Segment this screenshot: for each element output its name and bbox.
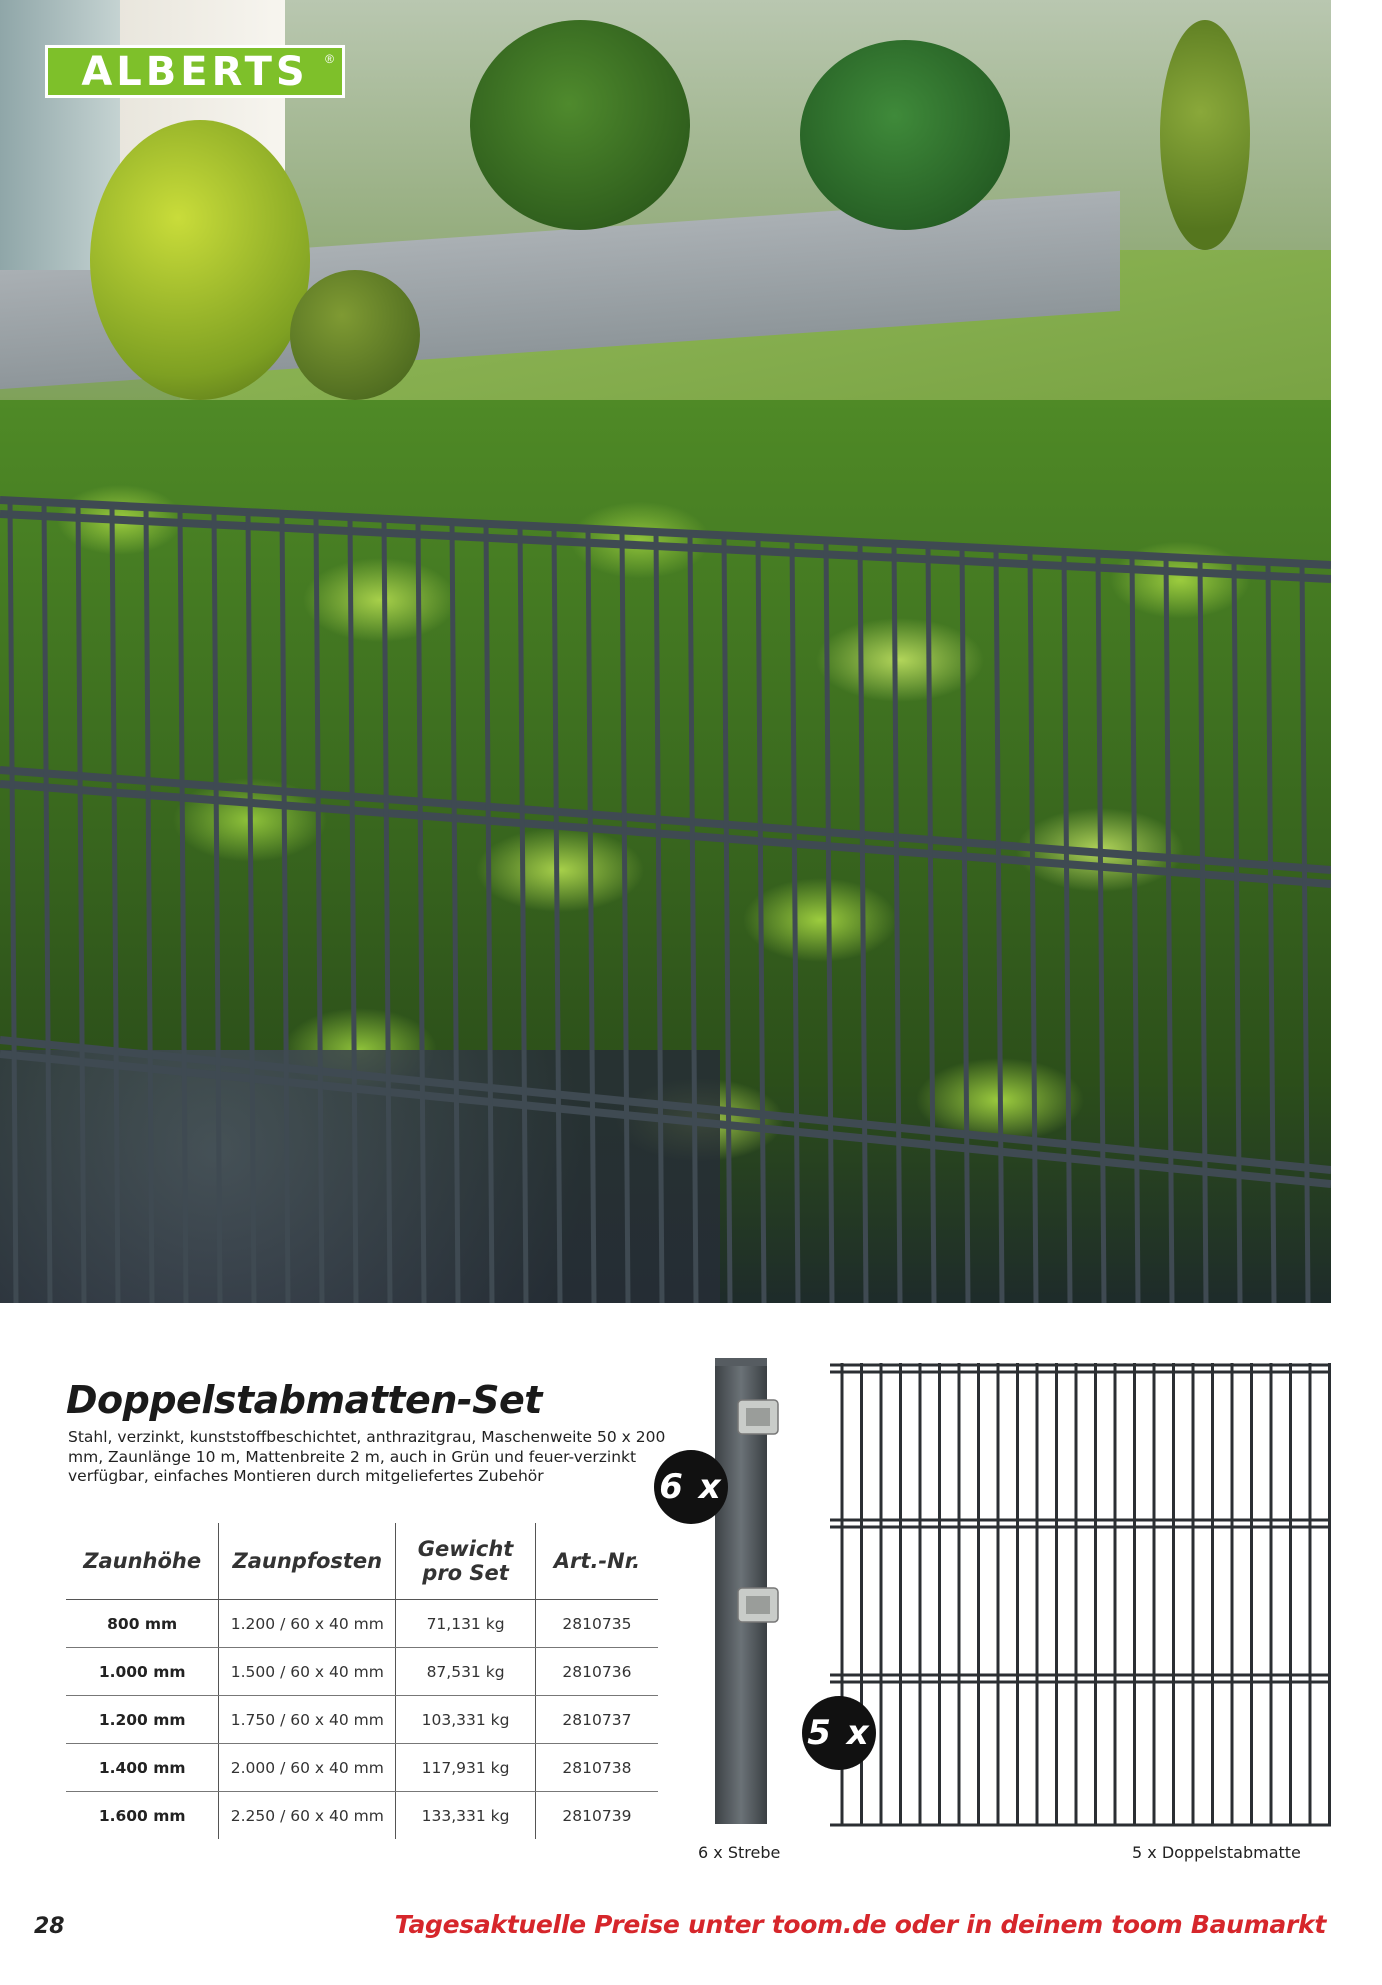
product-title: Doppelstabmatten-Set: [66, 1378, 542, 1422]
fence-bar: [520, 525, 526, 1303]
cell-article: 2810738: [535, 1744, 658, 1792]
fence-bar: [588, 529, 594, 1303]
fence-rail: [0, 1054, 1331, 1184]
fence-bar: [384, 519, 390, 1303]
header-zaunpfosten: Zaunpfosten: [219, 1523, 396, 1600]
fence-bar: [486, 524, 492, 1303]
fence-bar: [962, 547, 968, 1303]
fence-bar: [1302, 564, 1308, 1303]
spec-table-header: [66, 1523, 658, 1600]
cell-height: 1.600 mm: [98, 1806, 186, 1825]
cell-post: 2.000 / 60 x 40 mm: [219, 1744, 396, 1792]
cell-article: 2810737: [535, 1696, 658, 1744]
fence-rail: [0, 1040, 1331, 1170]
fence-bar: [1132, 555, 1138, 1303]
fence-bar: [996, 549, 1002, 1303]
fence-bar: [928, 545, 934, 1303]
brand-logo-text: ALBERTS: [81, 48, 309, 95]
mesh-caption: 5 x Doppelstabmatte: [1132, 1843, 1301, 1862]
fence-bar: [316, 515, 322, 1303]
page-number: 28: [34, 1914, 65, 1939]
fence-bar: [690, 534, 696, 1303]
fence-bar: [112, 505, 118, 1303]
table-row: [66, 1600, 658, 1648]
brand-logo: [45, 45, 345, 98]
fence-bar: [78, 504, 84, 1303]
cell-weight: 133,331 kg: [396, 1792, 536, 1840]
fence-bar: [1098, 554, 1104, 1303]
cell-height: 1.200 mm: [66, 1696, 219, 1744]
table-row: [66, 1792, 658, 1840]
fence-bar: [10, 500, 16, 1303]
cell-article: 2810735: [535, 1600, 658, 1648]
cell-weight: 87,531 kg: [396, 1648, 536, 1696]
fence-bar: [826, 540, 832, 1303]
cell-post: 1.750 / 60 x 40 mm: [219, 1696, 396, 1744]
header-zaunhoehe: Zaunhöhe: [66, 1523, 219, 1600]
spec-table: [66, 1523, 658, 1839]
fence-bar: [214, 510, 220, 1303]
cell-height: 1.400 mm: [66, 1744, 219, 1792]
fence-bar: [350, 517, 356, 1303]
fence-bar: [724, 535, 730, 1303]
fence-bar: [758, 537, 764, 1303]
fence-bar: [44, 502, 50, 1303]
fence-bar: [282, 514, 288, 1303]
cell-weight: 103,331 kg: [396, 1696, 536, 1744]
fence-bar: [146, 507, 152, 1303]
double-bar-mesh-image: [830, 1355, 1331, 1830]
fence-bar: [1268, 562, 1274, 1303]
fence-bar: [1064, 552, 1070, 1303]
fence-bar: [894, 544, 900, 1303]
fence-bar: [1166, 557, 1172, 1303]
fence-bar: [656, 532, 662, 1303]
cell-article: 2810736: [535, 1648, 658, 1696]
cell-weight: 117,931 kg: [396, 1744, 536, 1792]
post-caption: 6 x Strebe: [698, 1843, 781, 1862]
fence-bar: [248, 512, 254, 1303]
fence-rail: [0, 784, 1331, 884]
post-quantity-badge: 6 x: [654, 1450, 728, 1524]
fence-bar: [1200, 559, 1206, 1303]
cell-post: 2.250 / 60 x 40 mm: [219, 1792, 396, 1840]
product-description: Stahl, verzinkt, kunststoffbeschichtet, anthrazitgrau, Maschenweite 50 x 200 mm, Zaunlänge 10 m, Mattenbreite 2 m, auch in Grün und feuer-verzinkt verfügbar, einfaches Montieren durch mitgeliefertes Zubehör: [68, 1428, 666, 1485]
fence-bar: [792, 539, 798, 1303]
mesh-quantity-badge: 5 x: [802, 1696, 876, 1770]
cell-height: 800 mm: [66, 1600, 219, 1648]
fence-bar: [180, 509, 186, 1303]
fence-bar: [452, 522, 458, 1303]
registered-mark: ®: [325, 52, 334, 66]
cell-height: 1.000 mm: [66, 1648, 219, 1696]
table-row: [66, 1648, 658, 1696]
fence-post-image: [660, 1350, 810, 1830]
fence-bar: [554, 527, 560, 1303]
fence-bar: [1234, 560, 1240, 1303]
cell-weight: 71,131 kg: [396, 1600, 536, 1648]
cell-post: 1.200 / 60 x 40 mm: [219, 1600, 396, 1648]
fence-bar: [1030, 550, 1036, 1303]
cell-post: 1.500 / 60 x 40 mm: [219, 1648, 396, 1696]
header-art-nr: Art.-Nr.: [535, 1523, 658, 1600]
table-row: [66, 1696, 658, 1744]
fence-bar: [418, 520, 424, 1303]
cell-article: 2810739: [535, 1792, 658, 1840]
fence-rail: [0, 500, 1331, 565]
table-row: [66, 1744, 658, 1792]
fence-bar: [622, 530, 628, 1303]
footer-note: Tagesaktuelle Preise unter toom.de oder in deinem toom Baumarkt: [394, 1910, 1326, 1939]
fence-bar: [860, 542, 866, 1303]
header-gewicht: Gewicht pro Set: [396, 1523, 536, 1600]
